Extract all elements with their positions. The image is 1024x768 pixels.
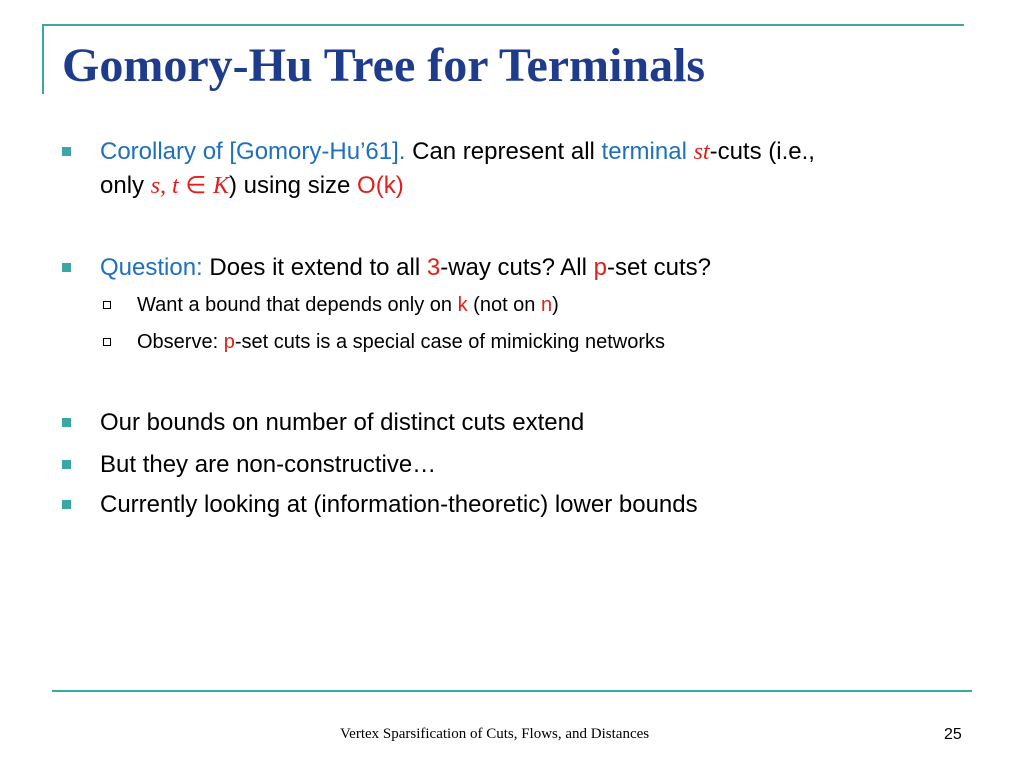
bullet-bounds-extend xyxy=(100,406,980,440)
sub2-text-1: Observe: xyxy=(137,331,224,353)
cuts-text: -cuts (i.e., xyxy=(709,138,815,165)
frame-top-rule xyxy=(42,24,964,26)
hollow-square-icon xyxy=(103,338,111,346)
question-three: 3 xyxy=(426,254,441,281)
sub2-p: p xyxy=(223,331,235,353)
terminal-word: terminal xyxy=(601,138,687,165)
question-text-3: -set cuts? xyxy=(606,254,712,281)
K-math: K xyxy=(212,173,229,199)
s-t-math: s, t xyxy=(150,173,179,199)
size-bound: O(k) xyxy=(357,172,404,199)
sub1-text-2: (not on xyxy=(467,294,541,316)
sub-bullet-observe xyxy=(137,327,977,357)
bullet-square-icon xyxy=(62,147,71,156)
bullet-square-icon xyxy=(62,418,71,427)
slide-title: Gomory-Hu Tree for Terminals xyxy=(62,39,706,92)
footer-divider xyxy=(52,690,972,692)
bullet-square-icon xyxy=(62,500,71,509)
question-label: Question: xyxy=(100,254,203,281)
sub1-text-3: ) xyxy=(552,294,559,316)
sub-bullet-bound xyxy=(137,290,977,320)
bullet-lower-bounds xyxy=(100,488,980,522)
bullet-question xyxy=(100,251,980,285)
st-math: st xyxy=(693,139,710,165)
only-text: only xyxy=(100,172,151,199)
bullet-text: Currently looking at (information-theoretic) lower bounds xyxy=(100,491,698,518)
bullet-text: Our bounds on number of distinct cuts extend xyxy=(100,409,585,436)
element-of-symbol: ∈ xyxy=(178,172,213,199)
bullet-square-icon xyxy=(62,263,71,272)
bullet-corollary xyxy=(100,135,980,203)
corollary-reference: Corollary of [Gomory-Hu’61]. xyxy=(100,138,406,165)
sub1-n: n xyxy=(541,294,553,316)
question-p: p xyxy=(593,254,607,281)
sub2-text-2: -set cuts is a special case of mimicking networks xyxy=(234,331,665,353)
frame-left-rule xyxy=(42,24,44,94)
corollary-text: Can represent all xyxy=(405,138,602,165)
footer-text: Vertex Sparsification of Cuts, Flows, and Distances xyxy=(340,726,650,742)
page-number: 25 xyxy=(944,726,962,743)
question-text-1: Does it extend to all xyxy=(202,254,427,281)
bullet-non-constructive xyxy=(100,448,980,482)
size-text: ) using size xyxy=(228,172,358,199)
sub1-k: k xyxy=(457,294,468,316)
bullet-square-icon xyxy=(62,460,71,469)
hollow-square-icon xyxy=(103,301,111,309)
question-text-2: -way cuts? All xyxy=(440,254,594,281)
sub1-text-1: Want a bound that depends only on xyxy=(137,294,458,316)
bullet-text: But they are non-constructive… xyxy=(100,451,437,478)
